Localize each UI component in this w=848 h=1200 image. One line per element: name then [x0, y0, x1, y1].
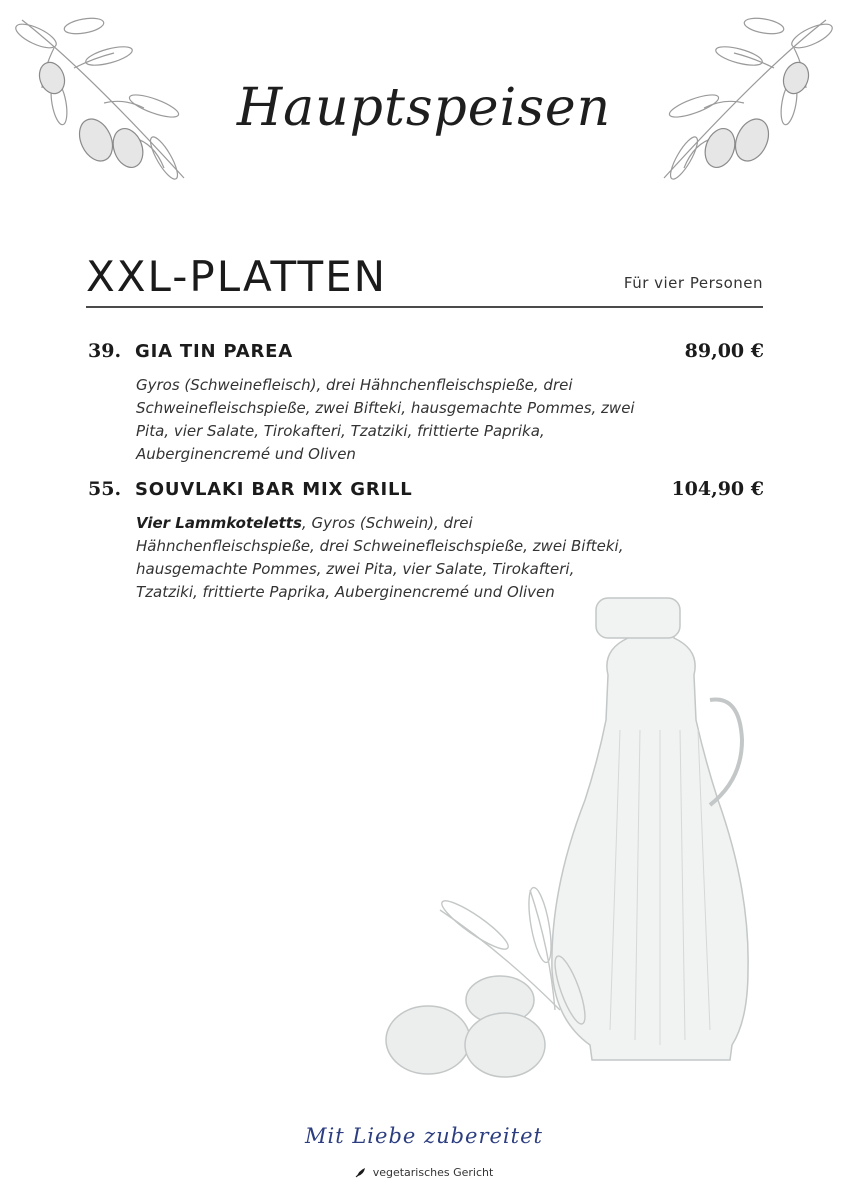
menu-item — [88, 478, 764, 604]
dish-description-highlight: Vier Lammkoteletts — [136, 514, 302, 532]
section-title: XXL-PLATTEN — [86, 252, 388, 301]
footer-legend — [0, 1166, 848, 1179]
dish-description: Gyros (Schweinefleisch), drei Hähnchenfleischspieße, drei Schweinefleischspieße, zwei Bifteki, hausgemachte Pommes, zwei Pita, vier Salate, Tirokafteri, Tzatziki, frittierte Paprika, Auberginencremé und Oliven — [136, 376, 635, 463]
dish-name: SOUVLAKI BAR MIX GRILL — [135, 479, 413, 500]
section-header — [86, 252, 763, 308]
dish-name: GIA TIN PAREA — [135, 341, 293, 362]
menu-item — [88, 340, 764, 466]
dish-description: Vier Lammkoteletts, Gyros (Schwein), drei Hähnchenfleischspieße, drei Schweinefleischspieße, zwei Bifteki, hausgemachte Pommes, zwei Pita, vier Salate, Tirokafteri, Tzatziki, frittierte Paprika, Auberginencremé und Oliven — [136, 514, 624, 601]
dish-number: 39. — [88, 340, 122, 362]
footer-legend-label: vegetarisches Gericht — [372, 1166, 494, 1179]
leaf-icon — [355, 1166, 367, 1178]
dish-price: 104,90 € — [671, 478, 764, 500]
footer-slogan: Mit Liebe zubereitet — [305, 1124, 543, 1148]
dish-price: 89,00 € — [684, 340, 764, 362]
dish-number: 55. — [88, 478, 122, 500]
section-subtitle: Für vier Personen — [623, 274, 763, 292]
olive-oil-bottle-illustration — [380, 590, 750, 1090]
page-title: Hauptspeisen — [236, 78, 612, 138]
